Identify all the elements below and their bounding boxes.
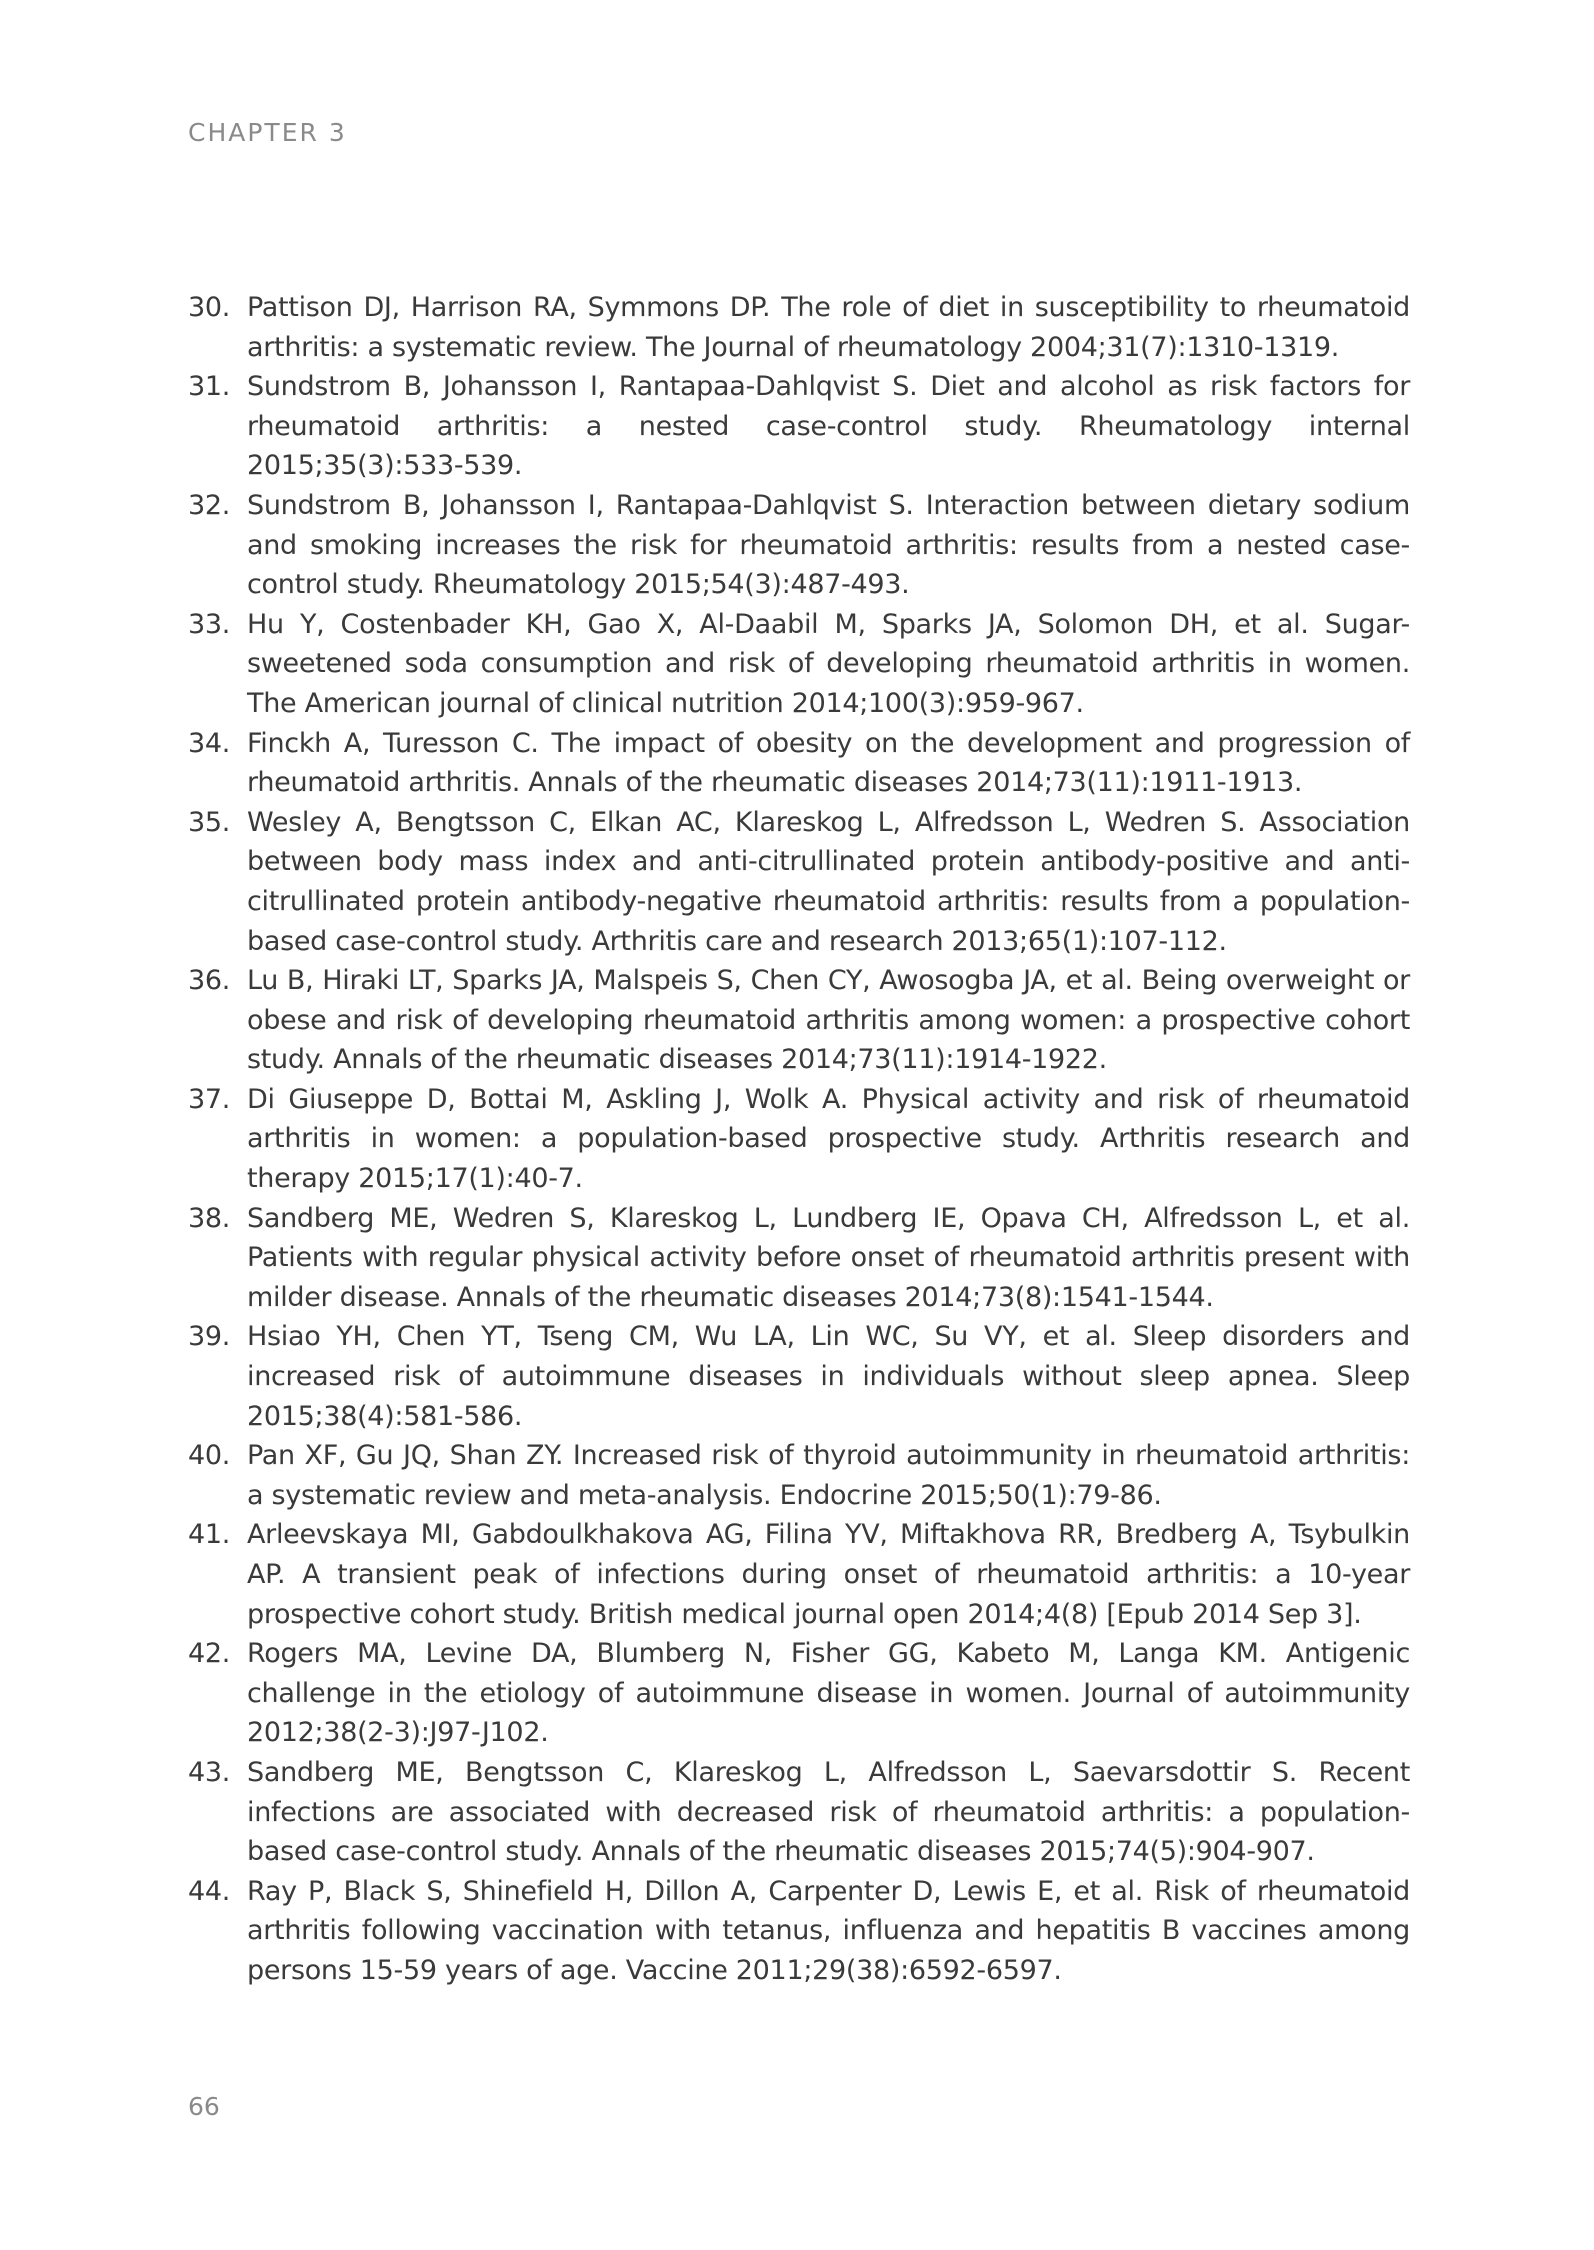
reference-number: 35. (188, 806, 231, 838)
reference-item (188, 1753, 1410, 1872)
reference-text: Pan XF, Gu JQ, Shan ZY. Increased risk of thyroid autoimmunity in rheumatoid arthritis: a systematic review and meta-analysis. Endocrine 2015;50(1):79-86. (247, 1440, 1410, 1511)
reference-text: Pattison DJ, Harrison RA, Symmons DP. The role of diet in susceptibility to rheumatoid arthritis: a systematic review. The Journal of rheumatology 2004;31(7):1310-1319. (247, 292, 1410, 363)
reference-number: 43. (188, 1756, 231, 1788)
reference-item (188, 803, 1410, 961)
reference-text: Di Giuseppe D, Bottai M, Askling J, Wolk A. Physical activity and risk of rheumatoid arthritis in women: a population-based prospective study. Arthritis research and therapy 2015;17(1):40-7. (247, 1083, 1410, 1195)
reference-number: 30. (188, 292, 231, 323)
reference-number: 44. (188, 1875, 231, 1907)
reference-number: 42. (188, 1638, 231, 1670)
reference-text: Rogers MA, Levine DA, Blumberg N, Fisher GG, Kabeto M, Langa KM. Antigenic challenge in the etiology of autoimmune disease in women. Journal of autoimmunity 2012;38(2-3):J97-J102. (247, 1638, 1410, 1749)
reference-number: 31. (188, 371, 231, 403)
reference-item (188, 1872, 1410, 1991)
reference-number: 37. (188, 1083, 231, 1115)
reference-text: Sundstrom B, Johansson I, Rantapaa-Dahlqvist S. Interaction between dietary sodium and smoking increases the risk for rheumatoid arthritis: results from a nested case-control study. Rheumatology 2015;54(3):487-493. (247, 489, 1410, 601)
page-number: 66 (188, 2092, 220, 2121)
reference-item (188, 367, 1410, 486)
reference-item (188, 1634, 1410, 1753)
reference-text: Wesley A, Bengtsson C, Elkan AC, Klareskog L, Alfredsson L, Wedren S. Association between body mass index and anti-citrullinated protein antibody-positive and anti-citrullinated protein antibody-negative rheumatoid arthritis: results from a population-based case-control study. Arthritis care and research 2013;65(1):107-112. (247, 806, 1410, 957)
reference-number: 40. (188, 1440, 231, 1472)
reference-item (188, 1515, 1410, 1634)
reference-item (188, 961, 1410, 1080)
reference-number: 39. (188, 1321, 231, 1353)
reference-number: 33. (188, 608, 231, 640)
reference-text: Sandberg ME, Wedren S, Klareskog L, Lundberg IE, Opava CH, Alfredsson L, et al. Patients with regular physical activity before onset of rheumatoid arthritis present with milder disease. Annals of the rheumatic diseases 2014;73(8):1541-1544. (247, 1202, 1410, 1313)
reference-text: Lu B, Hiraki LT, Sparks JA, Malspeis S, Chen CY, Awosogba JA, et al. Being overweight or obese and risk of developing rheumatoid arthritis among women: a prospective cohort study. Annals of the rheumatic diseases 2014;73(11):1914-1922. (247, 965, 1410, 1076)
reference-item (188, 288, 1410, 367)
reference-text: Hu Y, Costenbader KH, Gao X, Al-Daabil M, Sparks JA, Solomon DH, et al. Sugar-sweetened soda consumption and risk of developing rheumatoid arthritis in women. The American journal of clinical nutrition 2014;100(3):959-967. (247, 608, 1410, 719)
reference-item (188, 1436, 1410, 1515)
reference-text: Arleevskaya MI, Gabdoulkhakova AG, Filina YV, Miftakhova RR, Bredberg A, Tsybulkin AP. A transient peak of infections during onset of rheumatoid arthritis: a 10-year prospective cohort study. British medical journal open 2014;4(8) [Epub 2014 Sep 3]. (247, 1519, 1410, 1630)
reference-item (188, 1317, 1410, 1436)
reference-number: 38. (188, 1202, 231, 1234)
reference-text: Finckh A, Turesson C. The impact of obesity on the development and progression of rheumatoid arthritis. Annals of the rheumatic diseases 2014;73(11):1911-1913. (247, 727, 1410, 799)
reference-number: 32. (188, 489, 231, 521)
reference-text: Sandberg ME, Bengtsson C, Klareskog L, Alfredsson L, Saevarsdottir S. Recent infections are associated with decreased risk of rheumatoid arthritis: a population-based case-control study. Annals of the rheumatic diseases 2015;74(5):904-907. (247, 1756, 1410, 1868)
reference-list (188, 288, 1410, 1991)
reference-number: 36. (188, 965, 231, 997)
reference-item (188, 605, 1410, 724)
reference-item (188, 724, 1410, 803)
reference-text: Ray P, Black S, Shinefield H, Dillon A, Carpenter D, Lewis E, et al. Risk of rheumatoid arthritis following vaccination with tetanus, influenza and hepatitis B vaccines among persons 15-59 years of age. Vaccine 2011;29(38):6592-6597. (247, 1875, 1410, 1986)
reference-number: 41. (188, 1519, 231, 1551)
reference-text: Hsiao YH, Chen YT, Tseng CM, Wu LA, Lin WC, Su VY, et al. Sleep disorders and increased risk of autoimmune diseases in individuals without sleep apnea. Sleep 2015;38(4):581-586. (247, 1321, 1410, 1432)
reference-text: Sundstrom B, Johansson I, Rantapaa-Dahlqvist S. Diet and alcohol as risk factors for rheumatoid arthritis: a nested case-control study. Rheumatology internal 2015;35(3):533-539. (247, 371, 1410, 482)
reference-item (188, 1080, 1410, 1199)
reference-item (188, 1199, 1410, 1318)
reference-number: 34. (188, 727, 231, 759)
chapter-header: CHAPTER 3 (188, 118, 347, 147)
reference-item (188, 486, 1410, 605)
